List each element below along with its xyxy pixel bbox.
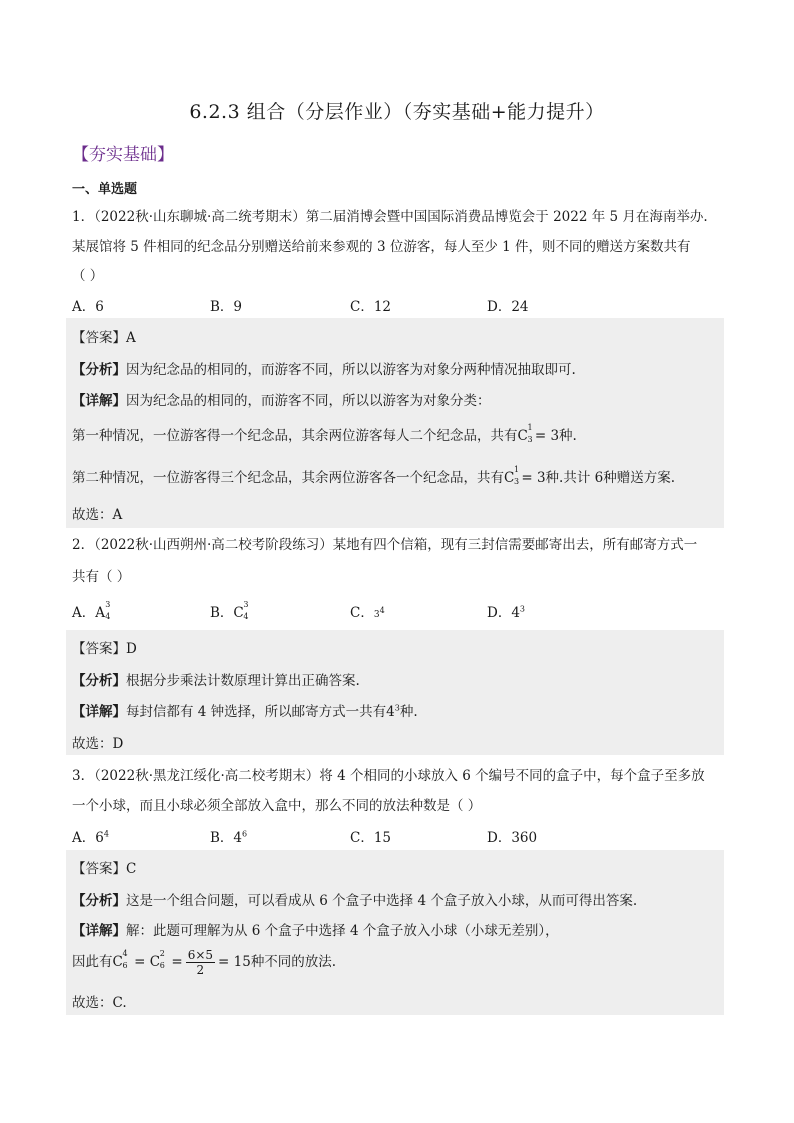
analysis-text: 这是一个组合问题，可以看成从 6 个盒子中选择 4 个盒子放入小球，从而可得出答案. — [126, 893, 638, 909]
q1-stem-line-1: 1．（2022秋·山东聊城·高二统考期末）第二届消博会暨中国国际消费品博览会于 2022 年 5 月在海南举办. — [72, 209, 708, 225]
q1-case-2: 第二种情况，一位游客得三个纪念品，其余两位游客各一个纪念品，共有C 1 3 = 3种.共计 6种赠送方案. — [72, 465, 675, 486]
q1-option-a: A．6 — [72, 299, 104, 315]
q2-option-a: A．A 3 4 — [72, 600, 111, 621]
section-heading: 【夯实基础】 — [72, 145, 174, 165]
q3-stem-line-2: 一个小球，而且小球必须全部放入盒中，那么不同的放法种数是（ ） — [72, 798, 482, 814]
q3-analysis — [72, 889, 637, 909]
question-type-heading: 一、单选题 — [72, 182, 138, 197]
q1-option-c: C．12 — [350, 299, 392, 315]
q1-detail — [72, 389, 491, 409]
q2-analysis — [72, 669, 360, 689]
q3-option-b: B．$4^6$ — [210, 829, 248, 846]
detail-tag: 【详解】 — [72, 393, 126, 409]
analysis-tag: 【分析】 — [72, 362, 126, 378]
q2-option-d: D．$4^3$ — [487, 604, 526, 621]
q3-detail — [72, 919, 559, 939]
q3-answer: 【答案】C — [72, 861, 137, 877]
q3-option-a: A．$6^4$ — [72, 829, 109, 846]
q3-stem-line-1: 3．（2022秋·黑龙江绥化·高二校考期末）将 4 个相同的小球放入 6 个编号不同的盒子中，每个盒子至多放 — [72, 768, 705, 784]
q1-conclusion: 故选：A — [72, 507, 123, 523]
q2-solution-box — [66, 630, 724, 755]
q2-stem-line-1: 2．（2022秋·山西朔州·高二校考阶段练习）某地有四个信箱，现有三封信需要邮寄出去，所有邮寄方式一 — [72, 537, 698, 553]
q3-conclusion: 故选：C. — [72, 995, 127, 1011]
q1-solution-box — [66, 318, 724, 528]
q1-option-d: D．24 — [487, 299, 529, 315]
q2-option-b: B．C 3 4 — [210, 600, 249, 621]
q3-formula: 因此有C 4 6 = C 2 6 = $\frac{6\times 5}{2}$ = 15种不同的放法. — [72, 948, 337, 977]
q1-analysis — [72, 358, 576, 378]
q3-option-c: C．15 — [350, 830, 392, 846]
q2-answer: 【答案】D — [72, 641, 137, 657]
q1-option-b: B．9 — [210, 299, 243, 315]
q1-case-1: 第一种情况，一位游客得一个纪念品，其余两位游客每人二个纪念品，共有C 1 3 = 3种. — [72, 423, 577, 444]
q3-option-d: D．360 — [487, 830, 538, 846]
page-title: 6.2.3 组合（分层作业）（夯实基础+能力提升） — [189, 101, 605, 123]
analysis-tag: 【分析】 — [72, 893, 126, 909]
detail-text: 解：此题可理解为从 6 个盒子中选择 4 个盒子放入小球（小球无差别）， — [126, 923, 559, 939]
q1-answer: 【答案】A — [72, 330, 136, 346]
analysis-text: 因为纪念品的相同的，而游客不同，所以以游客为对象分两种情况抽取即可. — [126, 362, 576, 378]
analysis-text: 根据分步乘法计数原理计算出正确答案. — [126, 673, 360, 689]
detail-tag: 【详解】 — [72, 704, 126, 720]
detail-tag: 【详解】 — [72, 923, 126, 939]
combination-symbol: C 1 3 — [517, 423, 533, 444]
fraction: $\frac{6\times 5}{2}$ — [187, 948, 214, 977]
q2-option-c: C．$3^4$ — [350, 605, 385, 621]
q1-stem-line-3: （ ） — [72, 268, 104, 284]
q2-conclusion: 故选：D — [72, 736, 124, 752]
analysis-tag: 【分析】 — [72, 673, 126, 689]
detail-text: 因为纪念品的相同的，而游客不同，所以以游客为对象分类： — [126, 393, 491, 409]
q1-stem-line-2: 某展馆将 5 件相同的纪念品分别赠送给前来参观的 3 位游客，每人至少 1 件，则不同的赠送方案数共有 — [72, 239, 691, 255]
q2-detail: 【详解】每封信都有 4 钟选择，所以邮寄方式一共有$4^3$种. — [72, 703, 418, 720]
combination-symbol: C 1 3 — [504, 465, 520, 486]
q2-stem-line-2: 共有（ ） — [72, 569, 131, 585]
